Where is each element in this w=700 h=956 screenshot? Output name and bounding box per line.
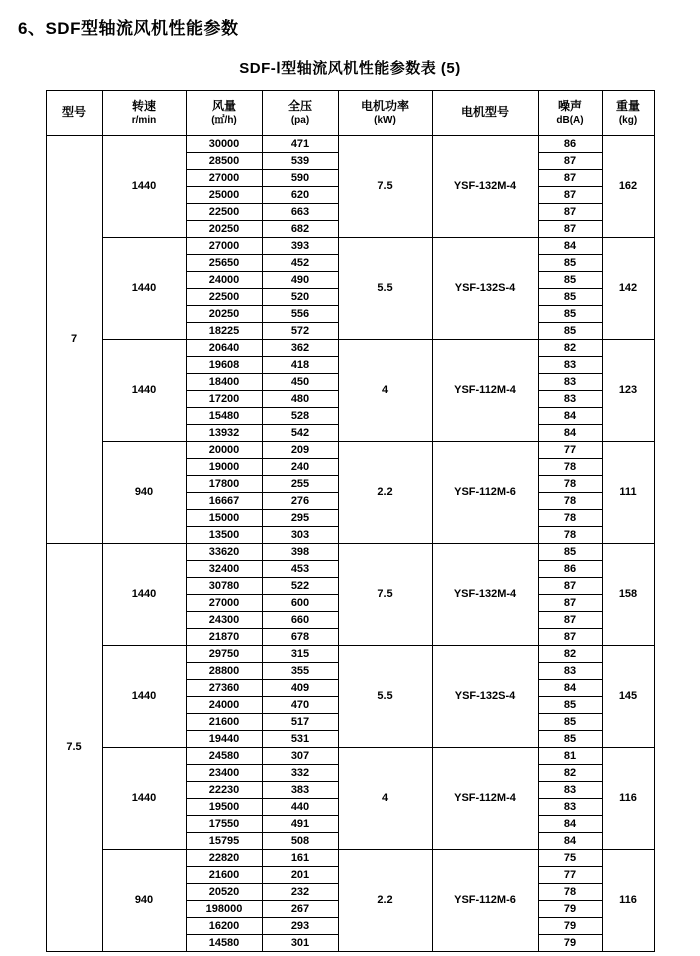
cell-rpm: 1440 [102, 238, 186, 340]
cell-flow: 25650 [186, 255, 262, 272]
cell-flow: 24300 [186, 612, 262, 629]
cell-flow: 20520 [186, 884, 262, 901]
cell-pressure: 528 [262, 408, 338, 425]
cell-flow: 33620 [186, 544, 262, 561]
column-header-4 [338, 91, 432, 136]
column-header-3 [262, 91, 338, 136]
cell-noise: 84 [538, 680, 602, 697]
cell-pressure: 393 [262, 238, 338, 255]
table-row [46, 442, 654, 459]
cell-flow: 14580 [186, 935, 262, 952]
cell-pressure: 440 [262, 799, 338, 816]
table-body [46, 136, 654, 952]
column-header-label: 转速 [131, 98, 156, 113]
cell-weight: 158 [602, 544, 654, 646]
cell-pressure: 293 [262, 918, 338, 935]
cell-pressure: 161 [262, 850, 338, 867]
cell-noise: 83 [538, 391, 602, 408]
cell-pressure: 600 [262, 595, 338, 612]
cell-noise: 86 [538, 136, 602, 153]
cell-flow: 20000 [186, 442, 262, 459]
cell-noise: 85 [538, 544, 602, 561]
cell-pressure: 590 [262, 170, 338, 187]
column-header-unit: (kW) [374, 115, 396, 127]
cell-flow: 20250 [186, 306, 262, 323]
cell-pressure: 315 [262, 646, 338, 663]
cell-noise: 84 [538, 238, 602, 255]
column-header-unit: r/min [131, 115, 157, 127]
cell-pressure: 418 [262, 357, 338, 374]
cell-flow: 21600 [186, 867, 262, 884]
cell-rpm: 940 [102, 442, 186, 544]
column-header-unit: dB(A) [556, 115, 584, 127]
column-header-label: 电机型号 [460, 105, 509, 120]
cell-flow: 18400 [186, 374, 262, 391]
cell-pressure: 255 [262, 476, 338, 493]
cell-pressure: 355 [262, 663, 338, 680]
cell-pressure: 383 [262, 782, 338, 799]
cell-motor-model: YSF-112M-4 [432, 748, 538, 850]
cell-flow: 19500 [186, 799, 262, 816]
cell-pressure: 301 [262, 935, 338, 952]
cell-flow: 22230 [186, 782, 262, 799]
cell-flow: 28500 [186, 153, 262, 170]
cell-flow: 24580 [186, 748, 262, 765]
cell-pressure: 491 [262, 816, 338, 833]
cell-flow: 24000 [186, 697, 262, 714]
cell-motor-power: 4 [338, 340, 432, 442]
cell-flow: 15000 [186, 510, 262, 527]
cell-noise: 84 [538, 408, 602, 425]
cell-model: 7.5 [46, 544, 102, 952]
cell-noise: 87 [538, 204, 602, 221]
cell-pressure: 556 [262, 306, 338, 323]
cell-pressure: 450 [262, 374, 338, 391]
cell-pressure: 620 [262, 187, 338, 204]
cell-motor-power: 4 [338, 748, 432, 850]
cell-noise: 78 [538, 476, 602, 493]
cell-flow: 13932 [186, 425, 262, 442]
cell-noise: 87 [538, 595, 602, 612]
cell-pressure: 542 [262, 425, 338, 442]
cell-pressure: 678 [262, 629, 338, 646]
cell-pressure: 201 [262, 867, 338, 884]
cell-motor-power: 2.2 [338, 442, 432, 544]
cell-weight: 145 [602, 646, 654, 748]
cell-rpm: 1440 [102, 136, 186, 238]
cell-flow: 198000 [186, 901, 262, 918]
cell-weight: 162 [602, 136, 654, 238]
cell-weight: 116 [602, 748, 654, 850]
column-header-5 [432, 91, 538, 136]
cell-pressure: 362 [262, 340, 338, 357]
cell-motor-power: 7.5 [338, 136, 432, 238]
cell-noise: 85 [538, 306, 602, 323]
cell-model: 7 [46, 136, 102, 544]
cell-pressure: 470 [262, 697, 338, 714]
cell-pressure: 307 [262, 748, 338, 765]
cell-noise: 87 [538, 187, 602, 204]
cell-rpm: 1440 [102, 340, 186, 442]
cell-noise: 77 [538, 442, 602, 459]
cell-pressure: 539 [262, 153, 338, 170]
cell-noise: 75 [538, 850, 602, 867]
cell-flow: 22820 [186, 850, 262, 867]
table-row [46, 646, 654, 663]
cell-flow: 15795 [186, 833, 262, 850]
table-row [46, 238, 654, 255]
cell-pressure: 232 [262, 884, 338, 901]
cell-flow: 15480 [186, 408, 262, 425]
cell-motor-power: 5.5 [338, 238, 432, 340]
cell-noise: 85 [538, 272, 602, 289]
cell-flow: 23400 [186, 765, 262, 782]
cell-flow: 20640 [186, 340, 262, 357]
cell-flow: 20250 [186, 221, 262, 238]
table-title: SDF-Ⅰ型轴流风机性能参数表 (5) [239, 60, 461, 77]
cell-pressure: 295 [262, 510, 338, 527]
cell-noise: 87 [538, 153, 602, 170]
cell-flow: 30000 [186, 136, 262, 153]
column-header-2 [186, 91, 262, 136]
table-row [46, 850, 654, 867]
cell-noise: 79 [538, 935, 602, 952]
column-header-unit: (㎡/h) [211, 115, 237, 127]
cell-flow: 18225 [186, 323, 262, 340]
table-row [46, 136, 654, 153]
column-header-label: 全压 [287, 98, 312, 113]
cell-flow: 25000 [186, 187, 262, 204]
cell-flow: 21600 [186, 714, 262, 731]
cell-pressure: 409 [262, 680, 338, 697]
column-header-label: 噪声 [557, 98, 582, 113]
cell-flow: 27000 [186, 595, 262, 612]
cell-noise: 79 [538, 901, 602, 918]
column-header-label: 电机功率 [360, 98, 409, 113]
cell-pressure: 660 [262, 612, 338, 629]
cell-motor-model: YSF-132M-4 [432, 136, 538, 238]
cell-pressure: 508 [262, 833, 338, 850]
cell-pressure: 682 [262, 221, 338, 238]
cell-pressure: 471 [262, 136, 338, 153]
cell-rpm: 940 [102, 850, 186, 952]
cell-noise: 82 [538, 765, 602, 782]
cell-pressure: 209 [262, 442, 338, 459]
column-header-7 [602, 91, 654, 136]
cell-noise: 78 [538, 459, 602, 476]
cell-flow: 29750 [186, 646, 262, 663]
cell-weight: 123 [602, 340, 654, 442]
cell-noise: 81 [538, 748, 602, 765]
cell-motor-model: YSF-112M-4 [432, 340, 538, 442]
cell-pressure: 663 [262, 204, 338, 221]
cell-flow: 21870 [186, 629, 262, 646]
cell-noise: 78 [538, 510, 602, 527]
cell-noise: 77 [538, 867, 602, 884]
cell-weight: 142 [602, 238, 654, 340]
cell-flow: 22500 [186, 289, 262, 306]
cell-flow: 22500 [186, 204, 262, 221]
cell-noise: 82 [538, 340, 602, 357]
cell-noise: 87 [538, 170, 602, 187]
cell-motor-model: YSF-112M-6 [432, 442, 538, 544]
table-row [46, 748, 654, 765]
cell-noise: 84 [538, 425, 602, 442]
cell-pressure: 267 [262, 901, 338, 918]
cell-noise: 85 [538, 714, 602, 731]
fan-spec-table [46, 90, 655, 952]
cell-noise: 83 [538, 799, 602, 816]
cell-flow: 27000 [186, 238, 262, 255]
cell-noise: 87 [538, 612, 602, 629]
cell-noise: 79 [538, 918, 602, 935]
page-title: 6、SDF型轴流风机性能参数 [18, 19, 239, 38]
table-header-row [46, 91, 654, 136]
cell-noise: 86 [538, 561, 602, 578]
cell-motor-power: 2.2 [338, 850, 432, 952]
column-header-unit: (pa) [290, 115, 310, 127]
table-header [46, 91, 654, 136]
cell-noise: 82 [538, 646, 602, 663]
cell-pressure: 303 [262, 527, 338, 544]
cell-pressure: 453 [262, 561, 338, 578]
column-header-6 [538, 91, 602, 136]
column-header-unit: (kg) [618, 115, 638, 127]
cell-flow: 17800 [186, 476, 262, 493]
cell-noise: 87 [538, 221, 602, 238]
column-header-0 [46, 91, 102, 136]
cell-pressure: 332 [262, 765, 338, 782]
cell-motor-model: YSF-132S-4 [432, 646, 538, 748]
cell-flow: 19608 [186, 357, 262, 374]
cell-noise: 87 [538, 629, 602, 646]
cell-pressure: 517 [262, 714, 338, 731]
cell-rpm: 1440 [102, 544, 186, 646]
cell-noise: 85 [538, 289, 602, 306]
cell-rpm: 1440 [102, 748, 186, 850]
cell-flow: 28800 [186, 663, 262, 680]
cell-flow: 17200 [186, 391, 262, 408]
cell-pressure: 572 [262, 323, 338, 340]
cell-flow: 19440 [186, 731, 262, 748]
cell-pressure: 522 [262, 578, 338, 595]
cell-motor-model: YSF-132S-4 [432, 238, 538, 340]
table-row [46, 340, 654, 357]
cell-noise: 85 [538, 697, 602, 714]
cell-noise: 85 [538, 255, 602, 272]
cell-noise: 78 [538, 884, 602, 901]
cell-noise: 84 [538, 833, 602, 850]
cell-pressure: 490 [262, 272, 338, 289]
cell-pressure: 240 [262, 459, 338, 476]
cell-rpm: 1440 [102, 646, 186, 748]
cell-pressure: 452 [262, 255, 338, 272]
cell-noise: 85 [538, 323, 602, 340]
cell-flow: 19000 [186, 459, 262, 476]
cell-pressure: 520 [262, 289, 338, 306]
cell-flow: 30780 [186, 578, 262, 595]
cell-pressure: 398 [262, 544, 338, 561]
cell-flow: 24000 [186, 272, 262, 289]
column-header-label: 风量 [211, 98, 236, 113]
column-header-1 [102, 91, 186, 136]
cell-motor-power: 5.5 [338, 646, 432, 748]
cell-noise: 87 [538, 578, 602, 595]
cell-motor-model: YSF-112M-6 [432, 850, 538, 952]
cell-flow: 16200 [186, 918, 262, 935]
cell-flow: 13500 [186, 527, 262, 544]
cell-noise: 83 [538, 782, 602, 799]
cell-noise: 85 [538, 731, 602, 748]
cell-weight: 111 [602, 442, 654, 544]
cell-flow: 27360 [186, 680, 262, 697]
cell-noise: 78 [538, 527, 602, 544]
cell-flow: 16667 [186, 493, 262, 510]
cell-flow: 27000 [186, 170, 262, 187]
cell-noise: 83 [538, 663, 602, 680]
cell-flow: 17550 [186, 816, 262, 833]
table-row [46, 544, 654, 561]
column-header-label: 重量 [615, 98, 640, 113]
cell-pressure: 531 [262, 731, 338, 748]
cell-noise: 83 [538, 357, 602, 374]
cell-motor-model: YSF-132M-4 [432, 544, 538, 646]
cell-noise: 83 [538, 374, 602, 391]
cell-pressure: 276 [262, 493, 338, 510]
cell-flow: 32400 [186, 561, 262, 578]
cell-noise: 78 [538, 493, 602, 510]
cell-pressure: 480 [262, 391, 338, 408]
document-page [0, 14, 700, 956]
cell-motor-power: 7.5 [338, 544, 432, 646]
cell-weight: 116 [602, 850, 654, 952]
column-header-label: 型号 [61, 105, 86, 120]
cell-noise: 84 [538, 816, 602, 833]
